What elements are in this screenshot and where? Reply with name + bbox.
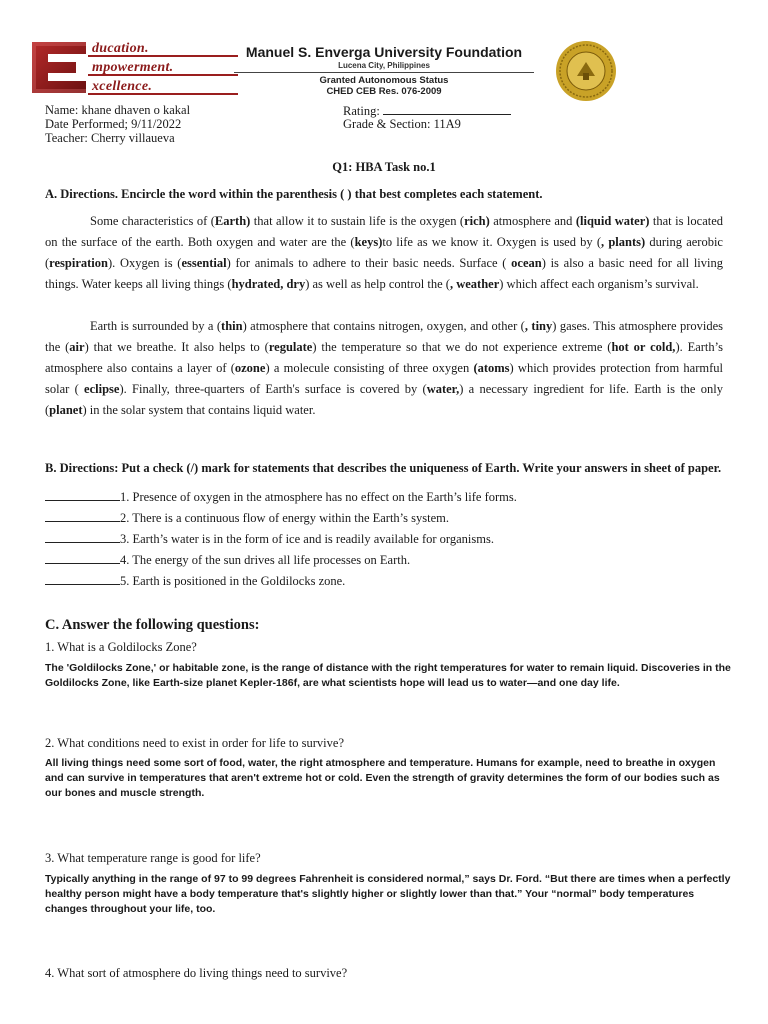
question-1: 1. What is a Goldilocks Zone? bbox=[45, 640, 197, 654]
answer-word: air bbox=[69, 340, 85, 354]
answer-3: Typically anything in the range of 97 to 99 degrees Fahrenheit is considered normal,” says Dr. Ford. “But there are times when a perfectly healthy person might have a body temperature that's slightly higher or slightly lower than that.” Your “normal” body temperatures changes throughout your life, too. bbox=[45, 873, 731, 915]
date-performed: Date Performed; 9/11/2022 bbox=[45, 117, 182, 131]
answer-blank[interactable] bbox=[45, 532, 120, 543]
paragraph-text: ) the temperature so that we do not experience extreme ( bbox=[312, 340, 612, 354]
paragraph-text: ) for animals to adhere to their basic needs. Surface ( bbox=[226, 256, 512, 270]
list-item: 1. Presence of oxygen in the atmosphere has no effect on the Earth’s life forms. bbox=[45, 490, 725, 511]
answer-blank[interactable] bbox=[45, 490, 120, 501]
logo-line-education: ducation. bbox=[88, 40, 238, 57]
answer-word: (atoms bbox=[473, 361, 510, 375]
answer-word: thin bbox=[221, 319, 243, 333]
rating-field bbox=[343, 103, 511, 118]
question-2: 2. What conditions need to exist in order for life to survive? bbox=[45, 736, 344, 750]
logo-line-excellence: xcellence. bbox=[88, 78, 238, 95]
paragraph-text: ) which provides protection from harmful solar ( bbox=[45, 361, 723, 396]
list-item: 2. There is a continuous flow of energy within the Earth’s system. bbox=[45, 511, 725, 532]
task-title: Q1: HBA Task no.1 bbox=[332, 160, 436, 174]
paragraph-text: to life as we know it. Oxygen is used by ( bbox=[382, 235, 602, 249]
list-item: 4. The energy of the sun drives all life processes on Earth. bbox=[45, 553, 725, 574]
paragraph-text: ) in the solar system that contains liquid water. bbox=[82, 403, 316, 417]
section-a-directions: A. Directions. Encircle the word within the parenthesis ( ) that best completes each statement. bbox=[45, 187, 543, 201]
answer-word: planet bbox=[49, 403, 83, 417]
autonomous-status: Granted Autonomous Status bbox=[319, 75, 449, 86]
question-3: 3. What temperature range is good for life? bbox=[45, 851, 261, 865]
paragraph-text: ). Oxygen is ( bbox=[107, 256, 182, 270]
paragraph-text: that is located on the surface of the earth. Both oxygen and water are the ( bbox=[45, 214, 724, 249]
education-logo bbox=[30, 40, 230, 95]
answer-word: keys) bbox=[354, 235, 383, 249]
university-name: Manuel S. Enverga University Foundation bbox=[245, 44, 523, 60]
answer-word: ocean bbox=[511, 256, 542, 270]
list-item: 5. Earth is positioned in the Goldilocks zone. bbox=[45, 574, 725, 595]
paragraph-text: ) which affect each organism’s survival. bbox=[499, 277, 699, 291]
paragraph-text: ) is also a basic need for all living things. Water keeps all living things ( bbox=[45, 256, 723, 291]
answer-word: rich) bbox=[464, 214, 490, 228]
answer-word: , weather bbox=[449, 277, 500, 291]
logo-motto bbox=[88, 40, 238, 95]
teacher-name: Teacher: Cherry villaueva bbox=[45, 131, 175, 145]
paragraph-text: that allow it to sustain life is the oxygen ( bbox=[250, 214, 465, 228]
university-seal-icon bbox=[555, 40, 617, 102]
paragraph-text: ) that we breathe. It also helps to ( bbox=[84, 340, 269, 354]
section-a-paragraph-2 bbox=[45, 316, 723, 421]
letter-e-logo-icon bbox=[30, 40, 88, 95]
answer-word: , plants) bbox=[601, 235, 646, 249]
grade-section: Grade & Section: 11A9 bbox=[343, 117, 461, 131]
answer-word: water, bbox=[426, 382, 460, 396]
paragraph-text: Earth is surrounded by a ( bbox=[90, 319, 222, 333]
paragraph-text: ) atmosphere that contains nitrogen, oxygen, and other ( bbox=[242, 319, 525, 333]
section-a-paragraph-1 bbox=[45, 211, 723, 295]
answer-word: regulate bbox=[268, 340, 313, 354]
section-b-directions: B. Directions: Put a check (/) mark for statements that describes the uniqueness of Earth. Write your answers in sheet of paper. bbox=[45, 461, 722, 475]
answer-word: , tiny bbox=[524, 319, 553, 333]
paragraph-text: ). Earth’s atmosphere also contains a layer of ( bbox=[45, 340, 723, 375]
list-item: 3. Earth’s water is in the form of ice and is readily available for organisms. bbox=[45, 532, 725, 553]
section-b-list bbox=[45, 490, 725, 595]
university-header bbox=[234, 44, 534, 97]
paragraph-text: Some characteristics of ( bbox=[90, 214, 215, 228]
rating-label: Rating: bbox=[343, 104, 380, 118]
rating-blank bbox=[383, 103, 511, 115]
answer-word: eclipse bbox=[84, 382, 120, 396]
answer-blank[interactable] bbox=[45, 511, 120, 522]
answer-blank[interactable] bbox=[45, 553, 120, 564]
paragraph-text: ) a molecule consisting of three oxygen bbox=[265, 361, 474, 375]
paragraph-text: ). Finally, three-quarters of Earth's surface is covered by ( bbox=[119, 382, 427, 396]
answer-word: essential bbox=[181, 256, 227, 270]
answer-word: hot or cold, bbox=[611, 340, 676, 354]
question-4: 4. What sort of atmosphere do living things need to survive? bbox=[45, 966, 348, 980]
paragraph-text: ) gases. This atmosphere provides the ( bbox=[45, 319, 724, 354]
answer-1: The 'Goldilocks Zone,' or habitable zone, is the range of distance with the right temperatures for water to remain liquid. Discoveries in the Goldilocks Zone, like Earth-size planet Kepler-186f, are what scientists hope will lead us to water—and one day life. bbox=[45, 662, 731, 689]
answer-word: Earth) bbox=[214, 214, 251, 228]
answer-word: respiration bbox=[49, 256, 108, 270]
header-divider bbox=[234, 72, 534, 73]
answer-2: All living things need some sort of food, water, the right atmosphere and temperature. Humans for example, need to breathe in oxygen and can survive in temperatures that aren't extreme hot or cold. Even the strength of gravity determines the form of our bodies such as our bones and muscle strength. bbox=[45, 757, 720, 799]
logo-line-empowerment: mpowerment. bbox=[88, 59, 238, 76]
paragraph-text: ) a necessary ingredient for life. Earth is the only ( bbox=[45, 382, 723, 417]
paragraph-text: ) as well as help control the ( bbox=[305, 277, 450, 291]
paragraph-text: during aerobic ( bbox=[45, 235, 723, 270]
university-location: Lucena City, Philippines bbox=[338, 61, 430, 70]
ched-resolution: CHED CEB Res. 076-2009 bbox=[326, 86, 442, 97]
answer-blank[interactable] bbox=[45, 574, 120, 585]
section-c-heading: C. Answer the following questions: bbox=[45, 617, 260, 633]
student-name: Name: khane dhaven o kakal bbox=[45, 103, 191, 117]
answer-word: (liquid water) bbox=[575, 214, 650, 228]
answer-word: hydrated, dry bbox=[231, 277, 306, 291]
answer-word: ozone bbox=[234, 361, 266, 375]
paragraph-text: atmosphere and bbox=[489, 214, 576, 228]
